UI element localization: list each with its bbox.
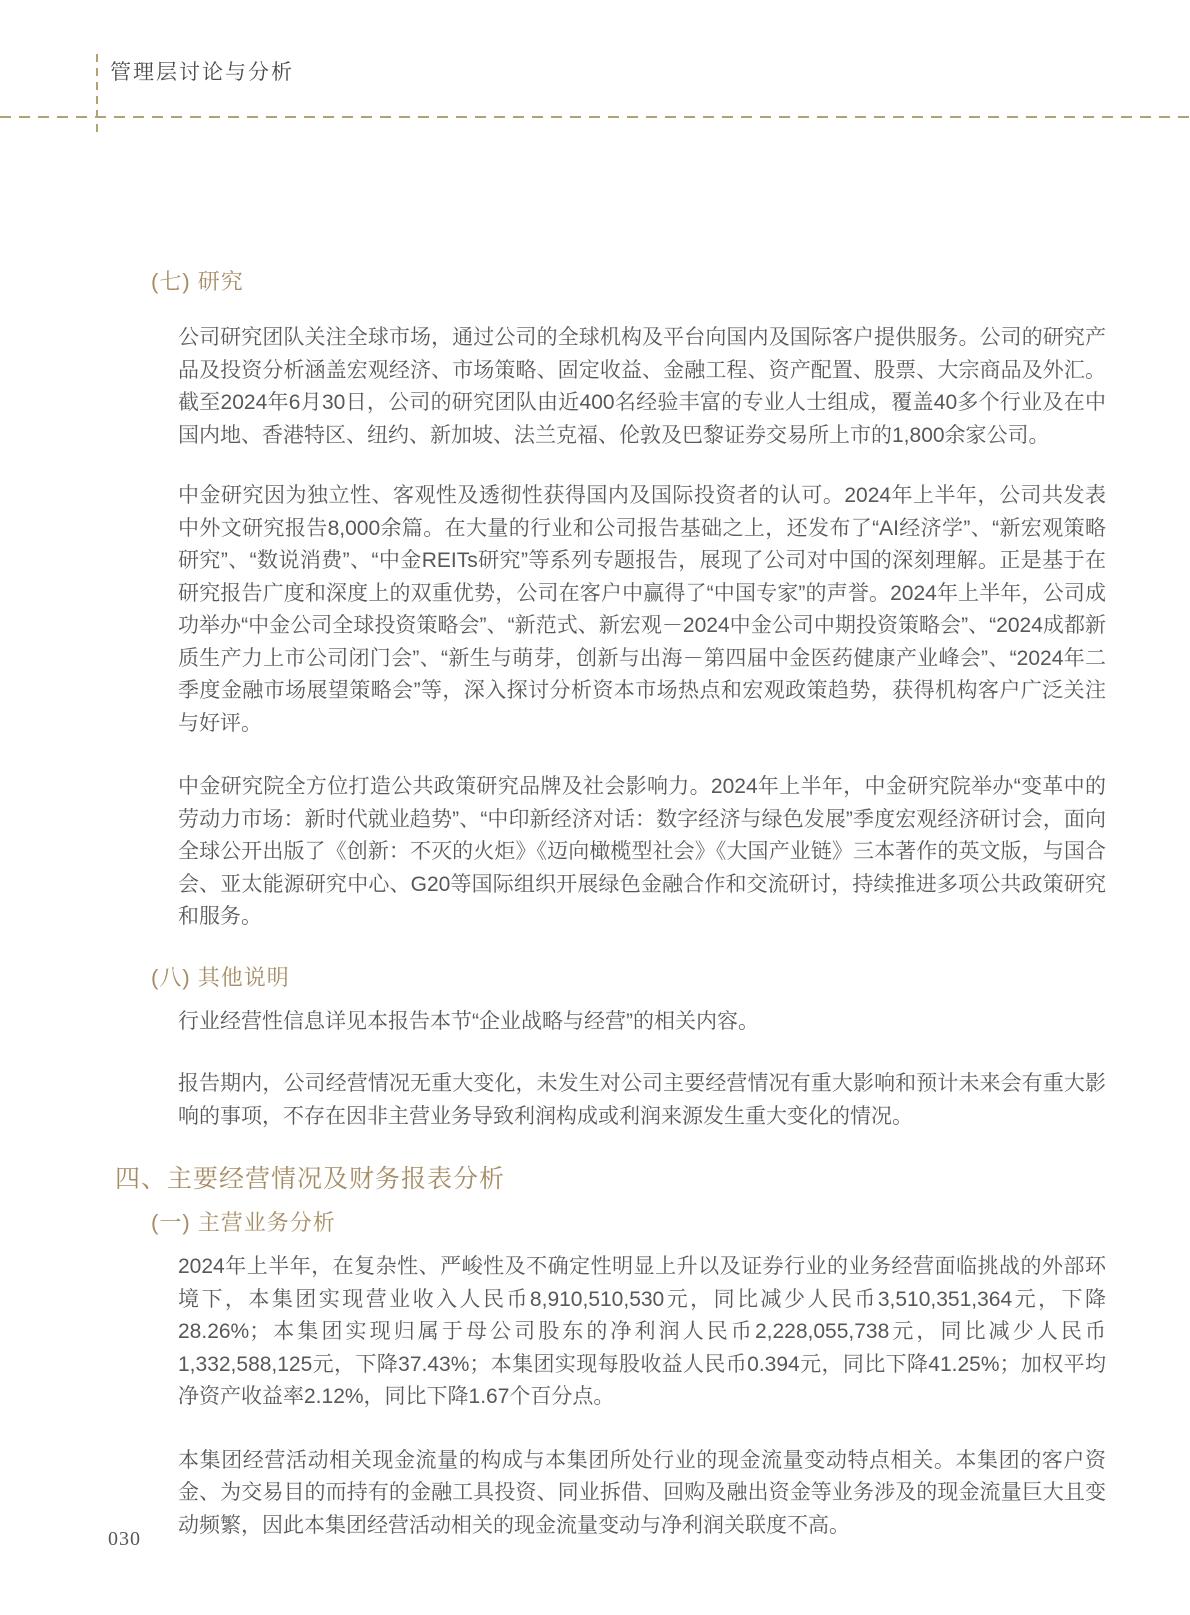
chapter-heading-main-analysis: 四、主要经营情况及财务报表分析 [115, 1165, 506, 1193]
header-vertical-dashed-line [96, 54, 98, 136]
section-heading-main-business-analysis: (一) 主营业务分析 [151, 1210, 336, 1235]
section-heading-research: (七) 研究 [151, 269, 244, 294]
other-notes-paragraph-no-changes: 报告期内，公司经营情况无重大变化，未发生对公司主要经营情况有重大影响和预计未来会有重大影响的事项，不存在因非主营业务导致利润构成或利润来源发生重大变化的情况。 [178, 1072, 1106, 1128]
header-horizontal-dashed-line [0, 116, 1190, 118]
other-notes-paragraph-reference: 行业经营性信息详见本报告本节“企业战略与经营”的相关内容。 [178, 1009, 759, 1033]
research-paragraph-overview: 公司研究团队关注全球市场，通过公司的全球机构及平台向国内及国际客户提供服务。公司的研究产品及投资分析涵盖宏观经济、市场策略、固定收益、金融工程、资产配置、股票、大宗商品及外汇。截至2024年6月30日，公司的研究团队由近400名经验丰富的专业人士组成，覆盖40多个行业及在中国内地、香港特区、纽约、新加坡、法兰克福、伦敦及巴黎证券交易所上市的1,800余家公司。 [178, 326, 1106, 447]
research-paragraph-reports: 中金研究因为独立性、客观性及透彻性获得国内及国际投资者的认可。2024年上半年，公司共发表中外文研究报告8,000余篇。在大量的行业和公司报告基础之上，还发布了“AI经济学”、“新宏观策略研究”、“数说消费”、“中金REITs研究”等系列专题报告，展现了公司对中国的深刻理解。正是基于在研究报告广度和深度上的双重优势，公司在客户中赢得了“中国专家”的声誉。2024年上半年，公司成功举办“中金公司全球投资策略会”、“新范式、新宏观－2024中金公司中期投资策略会”、“2024成都新质生产力上市公司闭门会”、“新生与萌芽，创新与出海－第四届中金医药健康产业峰会”、“2024年二季度金融市场展望策略会”等，深入探讨分析资本市场热点和宏观政策趋势，获得机构客户广泛关注与好评。 [178, 484, 1106, 735]
research-paragraph-institute: 中金研究院全方位打造公共政策研究品牌及社会影响力。2024年上半年，中金研究院举办“变革中的劳动力市场：新时代就业趋势”、“中印新经济对话：数字经济与绿色发展”季度宏观经济研讨会，面向全球公开出版了《创新：不灭的火炬》《迈向橄榄型社会》《大国产业链》三本著作的英文版，与国合会、亚太能源研究中心、G20等国际组织开展绿色金融合作和交流研讨，持续推进多项公共政策研究和服务。 [178, 775, 1106, 928]
chapter-header-title: 管理层讨论与分析 [110, 60, 294, 84]
content-column [115, 266, 1107, 1542]
page-number: 030 [108, 1528, 141, 1550]
section-heading-other-notes: (八) 其他说明 [151, 964, 290, 990]
main-analysis-paragraph-cashflow: 本集团经营活动相关现金流量的构成与本集团所处行业的现金流量变动特点相关。本集团的客户资金、为交易目的而持有的金融工具投资、同业拆借、回购及融出资金等业务涉及的现金流量巨大且变动频繁，因此本集团经营活动相关的现金流量变动与净利润关联度不高。 [178, 1448, 1106, 1537]
main-analysis-paragraph-results: 2024年上半年，在复杂性、严峻性及不确定性明显上升以及证券行业的业务经营面临挑战的外部环境下，本集团实现营业收入人民币8,910,510,530元，同比减少人民币3,510,351,364元，下降28.26%；本集团实现归属于母公司股东的净利润人民币2,228,055,738元，同比减少人民币1,332,588,125元，下降37.43%；本集团实现每股收益人民币0.394元，同比下降41.25%；加权平均净资产收益率2.12%，同比下降1.67个百分点。 [178, 1255, 1106, 1408]
